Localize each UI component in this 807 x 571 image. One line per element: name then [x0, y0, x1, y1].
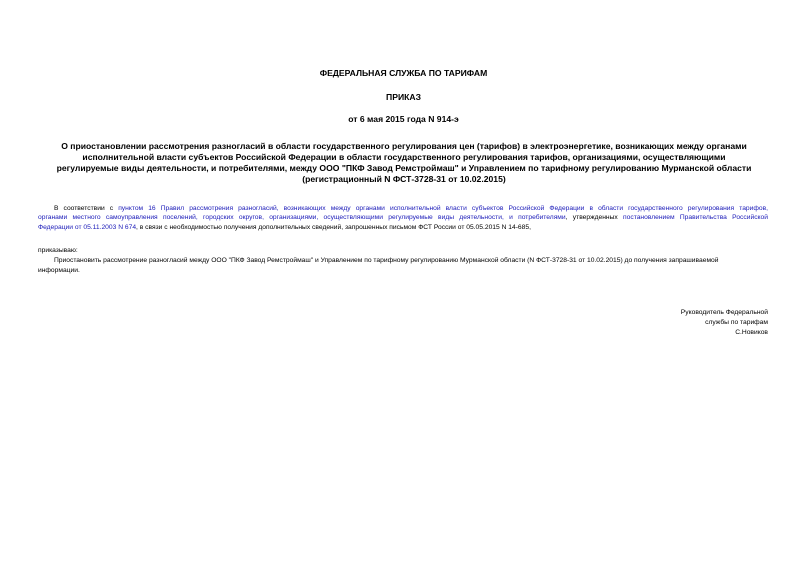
government-resolution-link-continued[interactable]: Федерации от 05.11.2003 N 674 — [38, 223, 137, 231]
document-type-heading: ПРИКАЗ — [386, 92, 421, 102]
signatory-title-continued: службы по тарифам — [705, 319, 768, 326]
order-section — [38, 246, 768, 275]
order-item-line-2: информации. — [38, 266, 80, 274]
preamble-line-3 — [38, 223, 768, 232]
subject-line: исполнительной власти субъектов Российской Федерации в области государственного регулирования тарифов, организациями, осуществляющими — [82, 152, 726, 162]
rules-clause-16-link-continued[interactable]: органами местного самоуправления поселений, городских округов, организациями, осуществляющими регулируемые виды деятельности, и потребителями — [38, 214, 566, 222]
preamble-tail-text: , в связи с необходимостью получения дополнительных сведений, запрошенных письмом ФСТ России от 05.05.2015 N 14-685, — [136, 223, 531, 231]
document-subject-title — [30, 141, 778, 185]
preamble-paragraph — [38, 204, 768, 232]
document-date-number: от 6 мая 2015 года N 914-э — [348, 114, 459, 124]
agency-heading: ФЕДЕРАЛЬНАЯ СЛУЖБА ПО ТАРИФАМ — [319, 68, 488, 78]
order-keyword: приказываю: — [38, 247, 78, 254]
subject-line: (регистрационный N ФСТ-3728-31 от 10.02.2015) — [302, 174, 506, 184]
subject-line: регулируемые виды деятельности, и потребителями, между ООО "ПКФ Завод Ремстроймаш" и Управлением по тарифному регулированию Мурманской области — [56, 163, 752, 173]
subject-line: О приостановлении рассмотрения разногласий в области государственного регулирования цен (тарифов) в электроэнергетике, возникающих между органами — [61, 141, 747, 151]
government-resolution-link[interactable]: постановлением Правительства Российской — [623, 214, 769, 222]
preamble-line-2 — [38, 213, 768, 222]
rules-clause-16-link[interactable]: пунктом 16 Правил рассмотрения разногласий, возникающих между органами исполнительной власти субъектов Российской Федерации в области государственного регулирования тарифов, — [118, 205, 769, 212]
preamble-approved-text: , утвержденных — [565, 214, 618, 222]
signatory-title: Руководитель Федеральной — [680, 309, 768, 316]
order-item-line-1: Приостановить рассмотрение разногласий между ООО "ПКФ Завод Ремстроймаш" и Управлением по тарифному регулированию Мурманской области (N ФСТ-3728-31 от 10.02.2015) до получения запрашиваемой — [54, 257, 719, 265]
preamble-line-1 — [38, 204, 768, 213]
preamble-prefix: В соответствии с — [54, 205, 114, 212]
signature-block — [681, 308, 768, 338]
signatory-name: С.Новиков — [735, 329, 768, 336]
